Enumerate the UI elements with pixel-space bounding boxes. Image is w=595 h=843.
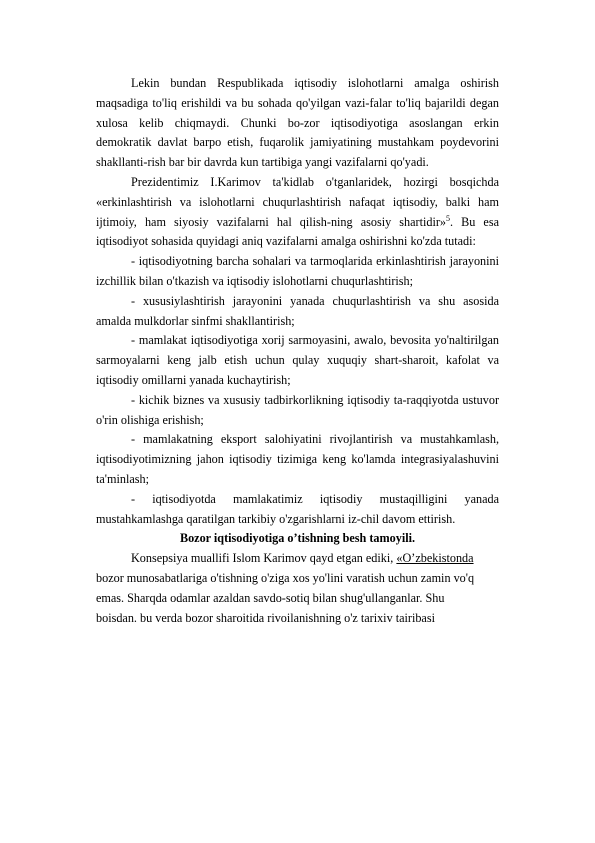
paragraph-concept-line4: boisdan. bu verda bozor sharoitida rivoilanishning o'z tarixiv tairibasi bbox=[96, 610, 435, 625]
quote-tail: . Bu esa iqtisodiyot sohasida quyidagi aniq vazifalarni amalga oshirishni ko'zda tutadi: bbox=[96, 214, 499, 249]
underlined-quote-start: «O’zbekistonda bbox=[396, 551, 474, 566]
list-item-small-business: - kichik biznes va xususiy tadbirkorlikning iqtisodiy ta-raqqiyotda ustuvor o'rin olishiga erishish; bbox=[96, 392, 499, 427]
quote-text: Prezidentimiz I.Karimov ta'kidlab o'tganlaridek, hozirgi bosqichda «erkinlashtirish va islohotlarni chuqurlashtirish nafaqat iqtisodiy, balki ham ijtimoiy, ham siyosiy vazifalarni hal qilish-ning asosiy shartidir» bbox=[96, 174, 499, 229]
list-item-privatization: - xususiylashtirish jarayonini yanada chuqurlashtirish va shu asosida amalda mulkdorlar sinfmi shakllantirish; bbox=[96, 293, 499, 328]
list-item-structural-changes: - iqtisodiyotda mamlakatimiz iqtisodiy mustaqilligini yanada mustahkamlashga qaratilgan tarkibiy o'zgarishlarni iz-chil davom ettirish. bbox=[96, 491, 499, 526]
paragraph-intro: Lekin bundan Respublikada iqtisodiy islohotlarni amalga oshirish maqsadiga to'liq erishildi va bu sohada qo'yilgan vazi-falar to'liq bajarildi degan xulosa kelib chiqmaydi. Chunki bo-zor iqtisodiyotiga asoslangan erkin demokratik davlat barpo etish, fuqarolik jamiyatining mustahkam poydevorini shakllanti-rish bar bir davrda kun tartibiga yangi vazifalarni qo'yadi. bbox=[96, 76, 499, 170]
paragraph-concept-line3: emas. Sharqda odamlar azaldan savdo-sotiq bilan shug'ullanganlar. Shu bbox=[96, 590, 445, 605]
document-page bbox=[96, 74, 499, 628]
list-item-foreign-investment: - mamlakat iqtisodiyotiga xorij sarmoyasini, awalo, bevosita yo'naltirilgan sarmoyalarni keng jalb etish uchun qulay xuquqiy shart-sharoit, kafolat va iqtisodiy omillarni yanada kuchaytirish; bbox=[96, 333, 499, 387]
section-heading: Bozor iqtisodiyotiga o’tishning besh tamoyili. bbox=[179, 531, 416, 546]
list-item-export-potential: - mamlakatning eksport salohiyatini rivojlantirish va mustahkamlash, iqtisodiyotimizning jahon iqtisodiy tizimiga keng ko'lamda integrasiyalashuvini ta'minlash; bbox=[96, 432, 499, 486]
list-item-liberalization: - iqtisodiyotning barcha sohalari va tarmoqlarida erkinlashtirish jarayonini izchillik bilan o'tkazish va iqtisodiy islohotlarni chuqurlashtirish; bbox=[96, 254, 499, 288]
footnote-marker: 5 bbox=[445, 213, 450, 223]
paragraph-president-quote bbox=[96, 173, 499, 252]
concept-text: Konsepsiya muallifi Islom Karimov qayd etgan ediki, bbox=[131, 551, 394, 566]
paragraph-concept-line2: bozor munosabatlariga o'tishning o'ziga xos yo'lini varatish uchun zamin vo'q bbox=[96, 570, 475, 585]
paragraph-concept-line1 bbox=[96, 549, 499, 569]
